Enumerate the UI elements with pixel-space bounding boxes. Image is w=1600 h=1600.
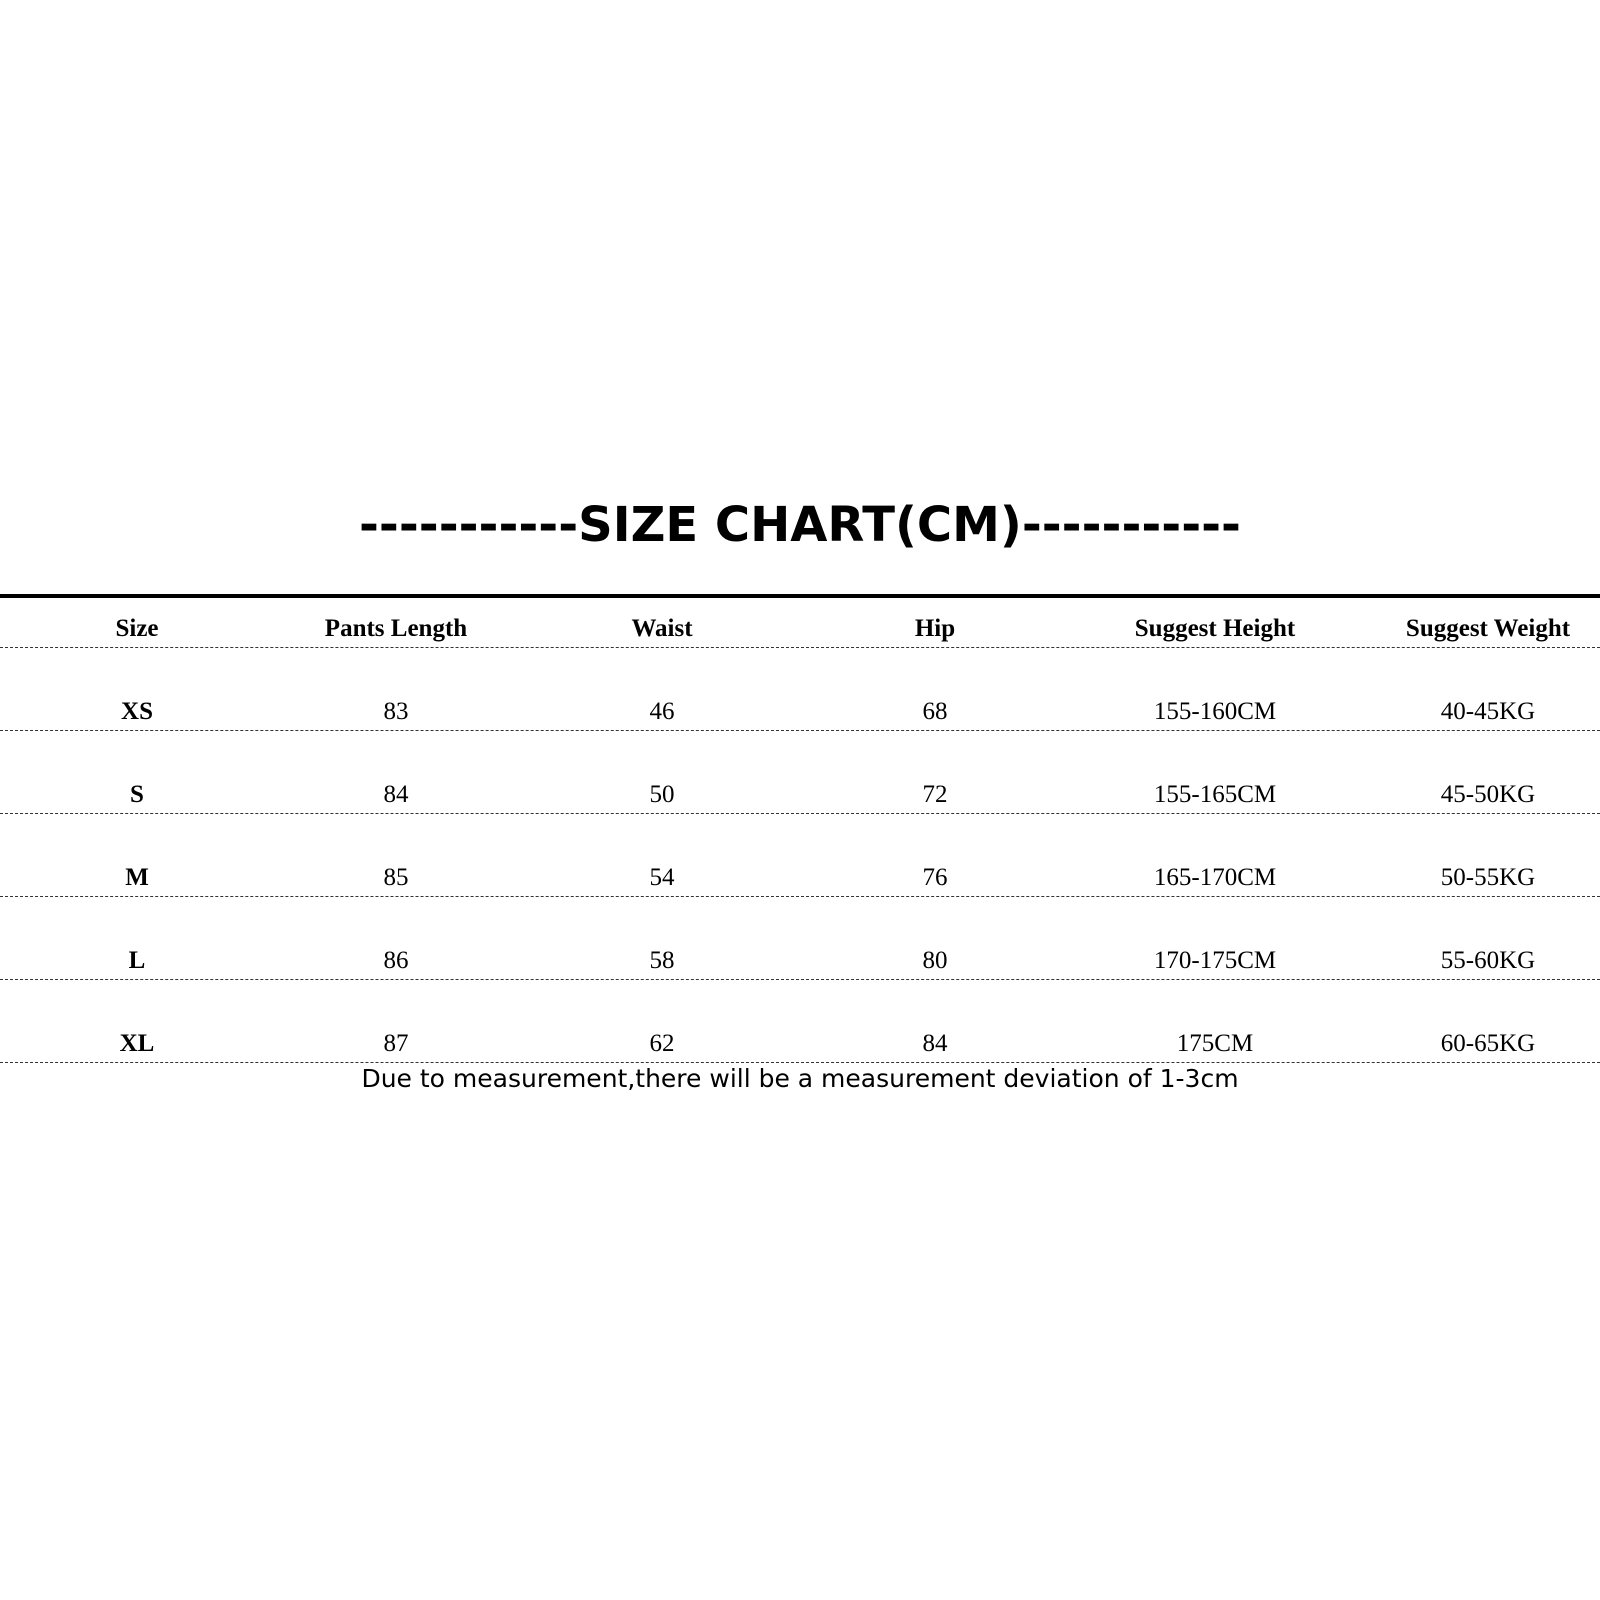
suggest-height-cell: 155-160CM: [1153, 698, 1277, 725]
waist-cell: 54: [649, 864, 675, 891]
table-row: [0, 648, 1600, 731]
size-chart-title: -----------SIZE CHART(CM)-----------: [359, 497, 1241, 553]
table-row: [0, 731, 1600, 814]
size-cell: L: [128, 947, 146, 974]
suggest-weight-cell: 50-55KG: [1440, 864, 1536, 891]
size-cell: XS: [121, 698, 153, 725]
header-suggest-weight: Suggest Weight: [1405, 615, 1571, 642]
waist-cell: 50: [649, 781, 675, 808]
size-cell: S: [130, 781, 144, 808]
suggest-weight-cell: 40-45KG: [1440, 698, 1536, 725]
size-cell: XL: [119, 1030, 155, 1057]
suggest-height-cell: 155-165CM: [1153, 781, 1277, 808]
suggest-height-cell: 165-170CM: [1153, 864, 1277, 891]
header-pants-length: Pants Length: [324, 615, 468, 642]
suggest-weight-cell: 60-65KG: [1440, 1030, 1536, 1057]
hip-cell: 84: [922, 1030, 948, 1057]
suggest-height-cell: 175CM: [1176, 1030, 1254, 1057]
table-header-row: [0, 598, 1600, 648]
pants-length-cell: 87: [383, 1030, 409, 1057]
pants-length-cell: 86: [383, 947, 409, 974]
size-table: [0, 598, 1600, 1063]
suggest-weight-cell: 45-50KG: [1440, 781, 1536, 808]
hip-cell: 68: [922, 698, 948, 725]
pants-length-cell: 83: [383, 698, 409, 725]
waist-cell: 62: [649, 1030, 675, 1057]
suggest-height-cell: 170-175CM: [1153, 947, 1277, 974]
header-waist: Waist: [631, 615, 693, 642]
waist-cell: 58: [649, 947, 675, 974]
pants-length-cell: 84: [383, 781, 409, 808]
hip-cell: 72: [922, 781, 948, 808]
waist-cell: 46: [649, 698, 675, 725]
table-row: [0, 980, 1600, 1063]
hip-cell: 76: [922, 864, 948, 891]
table-row: [0, 897, 1600, 980]
hip-cell: 80: [922, 947, 948, 974]
header-hip: Hip: [914, 615, 956, 642]
suggest-weight-cell: 55-60KG: [1440, 947, 1536, 974]
measurement-footnote: Due to measurement,there will be a measurement deviation of 1-3cm: [361, 1064, 1239, 1093]
size-cell: M: [125, 864, 149, 891]
header-suggest-height: Suggest Height: [1134, 615, 1296, 642]
header-size: Size: [115, 615, 159, 642]
table-row: [0, 814, 1600, 897]
pants-length-cell: 85: [383, 864, 409, 891]
